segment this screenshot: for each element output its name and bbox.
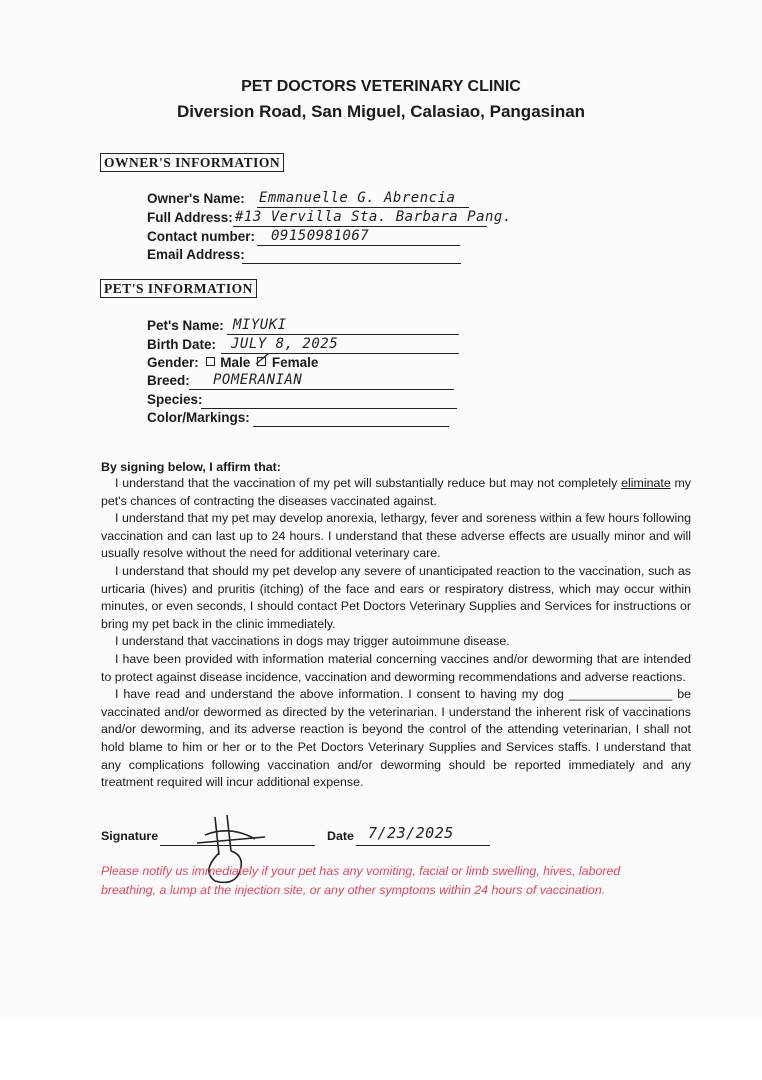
consent-paragraph-6: I have read and understand the above information. I consent to having my dog _______________ be vaccinated and/or dewormed as directed by the veterinarian. I understand the inherent risk of vaccinations and/or deworming, and its adverse reaction is beyond the control of the attending veterinarian, I shall not hold blame to him or her or to the Pet Doctors Veterinary Supplies and Services staffs. I understand that any complications following vaccination and/or deworming should be reported immediately and any treatment required will incur additional expense.: [101, 687, 691, 790]
consent-paragraph-1: [101, 475, 691, 510]
pet-birth-field[interactable]: [147, 336, 339, 354]
owner-address-label: Full Address:: [147, 210, 233, 225]
owner-name-value: Emmanuelle G. Abrencia: [259, 190, 456, 206]
date-label: Date: [327, 829, 354, 843]
owner-contact-value: 09150981067: [271, 228, 370, 244]
owner-name-label: Owner's Name:: [147, 191, 245, 206]
owner-contact-field[interactable]: [147, 228, 370, 246]
owner-address-value: #13 Vervilla Sta. Barbara Pang.: [235, 209, 512, 225]
checkmark-icon: [255, 353, 269, 367]
pet-color-label: Color/Markings:: [147, 410, 250, 425]
pet-gender-label: Gender:: [147, 355, 199, 370]
pet-gender-field[interactable]: [147, 354, 318, 372]
female-checkbox[interactable]: [257, 357, 266, 366]
consent-paragraph-2: I understand that my pet may develop anorexia, lethargy, fever and soreness within a few hours following vaccination and can last up to 24 hours. I understand that these adverse effects are usually minor and will usually resolve without the need for additional veterinary care.: [101, 511, 691, 561]
owner-email-label: Email Address:: [147, 247, 245, 262]
pet-birth-label: Birth Date:: [147, 337, 217, 352]
clinic-address: Diversion Road, San Miguel, Calasiao, Pangasinan: [176, 102, 586, 121]
pet-color-field[interactable]: [147, 409, 250, 427]
signature-label: Signature: [101, 829, 159, 843]
consent-p1-underlined: eliminate: [621, 476, 671, 490]
consent-paragraph-3: I understand that should my pet develop any severe of unanticipated reaction to the vaccination, such as urticaria (hives) and pruritis (itching) of the face and ears or respiratory distress, which may occur within minutes, or even seconds, I should contact Pet Doctors Veterinary Supplies and Services for instructions or bring my pet back in the clinic immediately.: [101, 563, 691, 631]
owner-name-field[interactable]: [147, 190, 456, 208]
vaccination-notice: Please notify us immediately if your pet has any vomiting, facial or limb swelling, hives, labored breathing, a lump at the injection site, or any other symptoms within 24 hours of vaccination.: [101, 864, 621, 897]
date-value: 7/23/2025: [368, 824, 454, 842]
pet-name-value: MIYUKI: [233, 317, 287, 333]
consent-paragraph-4: I understand that vaccinations in dogs may trigger autoimmune disease.: [115, 634, 510, 649]
pet-name-field[interactable]: [147, 317, 287, 335]
pet-name-label: Pet's Name:: [147, 318, 224, 333]
pet-birth-value: JULY 8, 2025: [231, 336, 339, 352]
gender-female-label: Female: [271, 355, 319, 370]
owner-address-field[interactable]: [147, 209, 512, 227]
clinic-name: PET DOCTORS VETERINARY CLINIC: [241, 78, 521, 95]
pet-section-title: PET'S INFORMATION: [100, 279, 257, 298]
owner-section-title: OWNER'S INFORMATION: [100, 153, 284, 172]
pet-species-label: Species:: [147, 392, 203, 407]
owner-email-field[interactable]: [147, 246, 245, 264]
scan-margin: [0, 1018, 762, 1080]
consent-paragraph-5: I have been provided with information material concerning vaccines and/or deworming that are intended to protect against disease incidence, vaccination and deworming recommendations and adverse reactions.: [101, 651, 691, 684]
pet-color-line: [253, 408, 449, 427]
consent-p1-before: I understand that the vaccination of my pet will substantially reduce but may not completely: [115, 476, 622, 490]
pet-breed-field[interactable]: [147, 372, 303, 390]
consent-p1-after: my pet's chances of contracting the diseases vaccinated against.: [101, 476, 691, 508]
pet-species-line: [201, 390, 457, 409]
pet-breed-label: Breed:: [147, 373, 190, 388]
gender-male-label: Male: [220, 355, 251, 370]
male-checkbox[interactable]: [206, 357, 215, 366]
owner-email-line: [242, 245, 461, 264]
owner-contact-label: Contact number:: [147, 229, 255, 244]
consent-body: [101, 475, 691, 792]
pet-species-field[interactable]: [147, 391, 203, 409]
consent-heading: By signing below, I affirm that:: [101, 460, 281, 474]
pet-breed-value: POMERANIAN: [213, 372, 303, 388]
